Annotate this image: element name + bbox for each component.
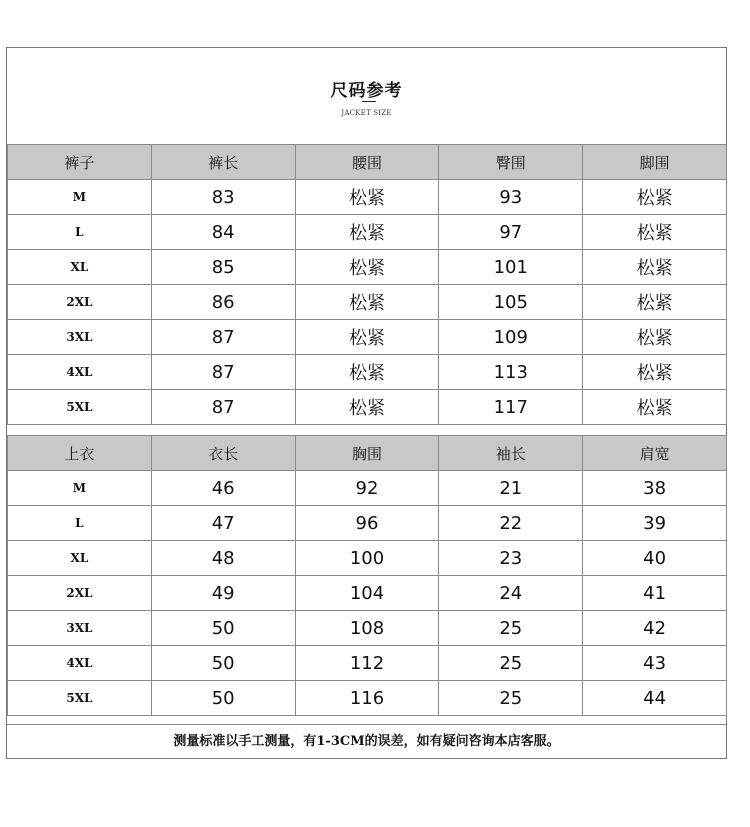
pants-header-row [8,145,727,180]
pants-header-cell: 裤长 [151,145,295,180]
pants-size-cell: M [8,180,152,215]
top-row [8,471,727,506]
pants-value-cell: 93 [439,180,583,215]
pants-row [8,285,727,320]
top-row [8,611,727,646]
pants-value-cell: 87 [151,355,295,390]
top-value-cell: 100 [295,541,439,576]
pants-value-cell: 97 [439,215,583,250]
pants-header-cell: 臀围 [439,145,583,180]
pants-value-cell: 松紧 [295,320,439,355]
top-row [8,576,727,611]
size-chart [6,47,727,759]
pants-row [8,250,727,285]
pants-value-cell: 109 [439,320,583,355]
top-value-cell: 104 [295,576,439,611]
pants-row [8,320,727,355]
pants-value-cell: 84 [151,215,295,250]
top-value-cell: 96 [295,506,439,541]
top-value-cell: 50 [151,611,295,646]
title-divider [362,101,376,102]
top-value-cell: 112 [295,646,439,681]
top-row [8,541,727,576]
pants-size-cell: 5XL [8,390,152,425]
pants-value-cell: 松紧 [295,390,439,425]
top-size-cell: L [8,506,152,541]
measurement-note: 测量标准以手工测量，有1-3CM的误差，如有疑问咨询本店客服。 [7,724,726,758]
top-value-cell: 46 [151,471,295,506]
top-size-cell: M [8,471,152,506]
top-value-cell: 92 [295,471,439,506]
top-size-cell: 4XL [8,646,152,681]
top-value-cell: 40 [583,541,727,576]
pants-size-cell: 2XL [8,285,152,320]
top-header-cell: 上衣 [8,436,152,471]
top-value-cell: 42 [583,611,727,646]
title-block [7,48,726,144]
top-value-cell: 41 [583,576,727,611]
pants-size-cell: XL [8,250,152,285]
pants-value-cell: 松紧 [583,180,727,215]
pants-row [8,390,727,425]
top-header-cell: 肩宽 [583,436,727,471]
chart-subtitle: JACKET SIZE [341,109,392,117]
top-size-table [7,435,727,716]
top-row [8,506,727,541]
top-value-cell: 49 [151,576,295,611]
pants-value-cell: 松紧 [583,320,727,355]
pants-value-cell: 松紧 [583,250,727,285]
pants-value-cell: 87 [151,320,295,355]
top-value-cell: 48 [151,541,295,576]
top-value-cell: 116 [295,681,439,716]
top-value-cell: 24 [439,576,583,611]
top-value-cell: 50 [151,681,295,716]
pants-value-cell: 101 [439,250,583,285]
top-value-cell: 43 [583,646,727,681]
pants-value-cell: 105 [439,285,583,320]
top-row [8,646,727,681]
pants-value-cell: 松紧 [295,285,439,320]
pants-header-cell: 裤子 [8,145,152,180]
pants-value-cell: 83 [151,180,295,215]
top-value-cell: 23 [439,541,583,576]
pants-value-cell: 松紧 [295,180,439,215]
pants-header-cell: 腰围 [295,145,439,180]
pants-size-cell: 4XL [8,355,152,390]
top-value-cell: 44 [583,681,727,716]
pants-value-cell: 113 [439,355,583,390]
top-value-cell: 38 [583,471,727,506]
top-value-cell: 22 [439,506,583,541]
top-value-cell: 21 [439,471,583,506]
top-value-cell: 47 [151,506,295,541]
top-value-cell: 50 [151,646,295,681]
pants-value-cell: 松紧 [583,285,727,320]
pants-row [8,215,727,250]
pants-size-cell: L [8,215,152,250]
pants-size-table [7,144,727,425]
pants-row [8,355,727,390]
top-header-row [8,436,727,471]
chart-title: 尺码参考 [330,81,403,101]
top-size-cell: 3XL [8,611,152,646]
top-size-cell: 2XL [8,576,152,611]
top-value-cell: 25 [439,611,583,646]
pants-value-cell: 87 [151,390,295,425]
pants-value-cell: 松紧 [295,250,439,285]
top-row [8,681,727,716]
top-size-cell: 5XL [8,681,152,716]
pants-row [8,180,727,215]
pants-value-cell: 松紧 [583,390,727,425]
pants-value-cell: 松紧 [295,215,439,250]
top-header-cell: 衣长 [151,436,295,471]
top-header-cell: 袖长 [439,436,583,471]
top-value-cell: 25 [439,646,583,681]
pants-value-cell: 松紧 [583,355,727,390]
pants-header-cell: 脚围 [583,145,727,180]
pants-size-cell: 3XL [8,320,152,355]
top-value-cell: 25 [439,681,583,716]
pants-value-cell: 86 [151,285,295,320]
top-value-cell: 39 [583,506,727,541]
top-value-cell: 108 [295,611,439,646]
pants-value-cell: 松紧 [583,215,727,250]
pants-value-cell: 117 [439,390,583,425]
top-header-cell: 胸围 [295,436,439,471]
pants-value-cell: 85 [151,250,295,285]
pants-value-cell: 松紧 [295,355,439,390]
top-size-cell: XL [8,541,152,576]
